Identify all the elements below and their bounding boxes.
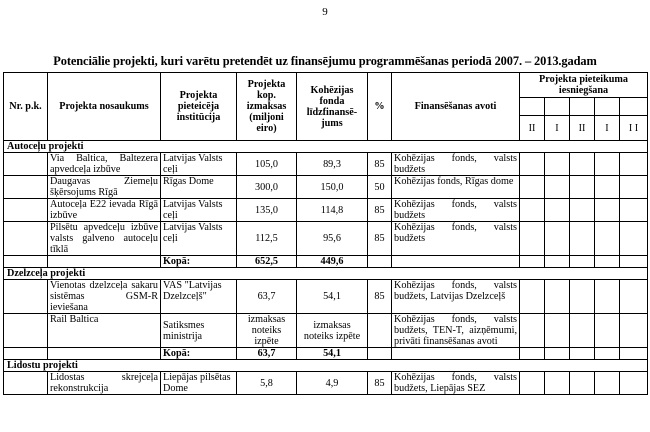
project-source: Kohēzijas fonds, Rīgas dome bbox=[392, 176, 520, 199]
section-row bbox=[4, 141, 648, 153]
project-institution: Satiksmes ministrija bbox=[161, 314, 237, 348]
quarter-cell: I bbox=[595, 116, 620, 141]
submission-year-cell bbox=[520, 98, 545, 116]
total-row bbox=[4, 256, 648, 268]
project-cohesion: 4,9 bbox=[297, 372, 368, 395]
section-row bbox=[4, 360, 648, 372]
section-row bbox=[4, 268, 648, 280]
projects-table bbox=[3, 72, 648, 395]
section-title: Dzelzceļa projekti bbox=[4, 268, 648, 280]
header-institution: Projekta pieteicēja institūcija bbox=[161, 73, 237, 141]
project-institution: Liepājas pilsētas Dome bbox=[161, 372, 237, 395]
project-cost: 63,7 bbox=[237, 280, 297, 314]
total-cohesion: 449,6 bbox=[297, 256, 368, 268]
project-name: Pilsētu apvedceļu izbūve valsts galveno autoceļu tīklā bbox=[48, 222, 161, 256]
total-cohesion: 54,1 bbox=[297, 348, 368, 360]
total-cost: 652,5 bbox=[237, 256, 297, 268]
project-institution: VAS "Latvijas Dzelzceļš" bbox=[161, 280, 237, 314]
submission-year-cell bbox=[545, 98, 570, 116]
total-cost: 63,7 bbox=[237, 348, 297, 360]
project-percent: 85 bbox=[368, 372, 392, 395]
table-row bbox=[4, 280, 648, 314]
table-row bbox=[4, 222, 648, 256]
project-source: Kohēzijas fonds, valsts budžets bbox=[392, 199, 520, 222]
header-nr: Nr. p.k. bbox=[4, 73, 48, 141]
project-institution: Rīgas Dome bbox=[161, 176, 237, 199]
project-source: Kohēzijas fonds, valsts budžets, Latvijas Dzelzceļš bbox=[392, 280, 520, 314]
total-label: Kopā: bbox=[161, 256, 237, 268]
table-row bbox=[4, 314, 648, 348]
header-cohesion-fund: Kohēzijas fonda līdzfinansē-jums bbox=[297, 73, 368, 141]
project-name: Vienotas dzelzceļa sakaru sistēmas GSM-R ieviešana bbox=[48, 280, 161, 314]
page-number: 9 bbox=[322, 6, 328, 18]
project-cohesion: 54,1 bbox=[297, 280, 368, 314]
project-cost: 112,5 bbox=[237, 222, 297, 256]
total-label: Kopā: bbox=[161, 348, 237, 360]
project-institution: Latvijas Valsts ceļi bbox=[161, 222, 237, 256]
project-source: Kohēzijas fonds, valsts budžets bbox=[392, 222, 520, 256]
submission-year-cell bbox=[595, 98, 620, 116]
header-percent: % bbox=[368, 73, 392, 141]
project-source: Kohēzijas fonds, valsts budžets bbox=[392, 153, 520, 176]
header-submission: Projekta pieteikuma iesniegšana bbox=[520, 73, 648, 98]
project-percent: 85 bbox=[368, 280, 392, 314]
project-cohesion: 150,0 bbox=[297, 176, 368, 199]
project-cost: 5,8 bbox=[237, 372, 297, 395]
project-source: Kohēzijas fonds, valsts budžets, TEN-T, aizņēmumi, privāti finansēšanas avoti bbox=[392, 314, 520, 348]
table-row bbox=[4, 176, 648, 199]
table-header-row bbox=[4, 73, 648, 98]
project-percent: 85 bbox=[368, 199, 392, 222]
project-institution: Latvijas Valsts ceļi bbox=[161, 199, 237, 222]
project-cohesion: 114,8 bbox=[297, 199, 368, 222]
project-percent: 85 bbox=[368, 222, 392, 256]
project-percent: 85 bbox=[368, 153, 392, 176]
project-name: Autoceļa E22 ievada Rīgā izbūve bbox=[48, 199, 161, 222]
header-funding-source: Finansēšanas avoti bbox=[392, 73, 520, 141]
project-name: Rail Baltica bbox=[48, 314, 161, 348]
section-title: Autoceļu projekti bbox=[4, 141, 648, 153]
project-cohesion: 95,6 bbox=[297, 222, 368, 256]
submission-year-cell bbox=[620, 98, 648, 116]
total-row bbox=[4, 348, 648, 360]
project-cost: 135,0 bbox=[237, 199, 297, 222]
project-institution: Latvijas Valsts ceļi bbox=[161, 153, 237, 176]
project-cost: 300,0 bbox=[237, 176, 297, 199]
project-cost: 105,0 bbox=[237, 153, 297, 176]
project-name: Via Baltica, Baltezera apvedceļa izbūve bbox=[48, 153, 161, 176]
submission-year-cell bbox=[570, 98, 595, 116]
project-name: Lidostas skrejceļa rekonstrukcija bbox=[48, 372, 161, 395]
header-project-name: Projekta nosaukums bbox=[48, 73, 161, 141]
project-cohesion: izmaksas noteiks izpēte bbox=[297, 314, 368, 348]
quarter-cell: II bbox=[520, 116, 545, 141]
quarter-cell: I I bbox=[620, 116, 648, 141]
table-row bbox=[4, 153, 648, 176]
section-title: Lidostu projekti bbox=[4, 360, 648, 372]
document-title: Potenciālie projekti, kuri varētu pretendēt uz finansējumu programmēšanas periodā 2007. – 2013.gadam bbox=[53, 54, 597, 68]
table-row bbox=[4, 199, 648, 222]
project-cost: izmaksas noteiks izpēte bbox=[237, 314, 297, 348]
quarter-cell: II bbox=[570, 116, 595, 141]
project-name: Daugavas Ziemeļu šķērsojums Rīgā bbox=[48, 176, 161, 199]
table-row bbox=[4, 372, 648, 395]
project-percent: 50 bbox=[368, 176, 392, 199]
project-percent bbox=[368, 314, 392, 348]
project-source: Kohēzijas fonds, valsts budžets, Liepājas SEZ bbox=[392, 372, 520, 395]
header-total-cost: Projekta kop. izmaksas (miljoni eiro) bbox=[237, 73, 297, 141]
project-cohesion: 89,3 bbox=[297, 153, 368, 176]
quarter-cell: I bbox=[545, 116, 570, 141]
